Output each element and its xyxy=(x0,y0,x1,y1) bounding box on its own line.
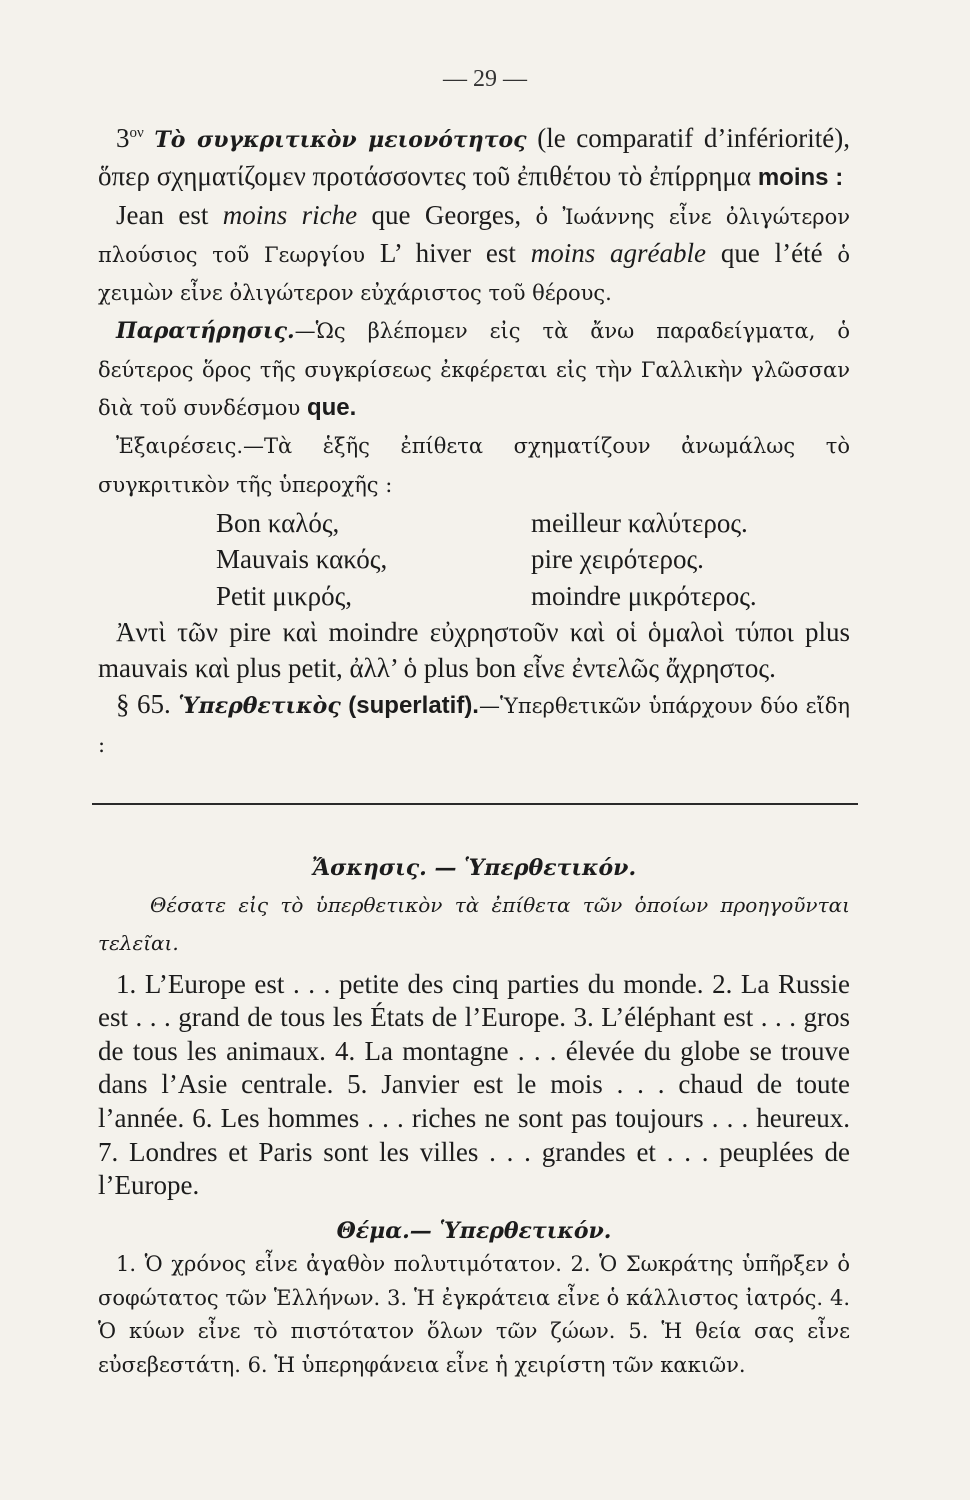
example-2-greek: ὁ χειμὼν εἶνε ὀλιγώτερον εὐχάριστος τοῦ θέρους. xyxy=(98,242,851,306)
exceptions-after-paragraph: Ἀντὶ τῶν pire καὶ moindre εὐχρηστοῦν καὶ οἱ ὁμαλοὶ τύποι plus mauvais καὶ plus petit, ἀλλ’ ὁ plus bon εἶνε ἐντελῶς ἄχρηστος. xyxy=(98,616,850,684)
section-divider xyxy=(92,803,858,805)
example-1-c: que Georges, xyxy=(371,199,522,230)
exercise-heading: Ἄσκησις. — Ὑπερθετικόν. xyxy=(311,855,637,881)
example-2-b: moins agréable xyxy=(530,237,707,268)
pair-left: Mauvais κακός, xyxy=(216,544,388,575)
example-1-a: Jean est xyxy=(116,199,209,230)
pair-right: pire χειρότερος. xyxy=(531,544,704,575)
pair-row xyxy=(98,541,850,577)
section-3-num: 3 xyxy=(116,123,130,153)
section-3-num-sup: ον xyxy=(129,125,144,141)
main-text xyxy=(98,120,850,763)
section-65-paragraph xyxy=(98,686,850,763)
moins-keyword: moins xyxy=(757,164,829,192)
section-3-paragraph xyxy=(98,120,850,197)
section-65-text: —Ὑπερθετικῶν ὑπάρχουν δύο εἴδη : xyxy=(98,694,851,757)
pair-right: moindre μικρότερος. xyxy=(531,580,757,611)
exercise-instruction: Θέσατε εἰς τὸ ὑπερθετικὸν τὰ ἐπίθετα τῶν ὁποίων προηγοῦνται τελεῖαι. xyxy=(98,892,850,955)
pair-row xyxy=(98,578,850,614)
pair-row xyxy=(98,505,850,541)
exercise-block xyxy=(98,852,850,1382)
section-3-desc: (le comparatif d’infériorité), ὅπερ σχηματίζομεν προτάσσοντες τοῦ ἐπιθέτου τὸ ἐπίρρημα xyxy=(98,123,851,192)
theme-heading: Θέμα.— Ὑπερθετικόν. xyxy=(336,1217,612,1244)
superlatif-keyword: (superlatif). xyxy=(348,692,479,720)
pair-left: Bon καλός, xyxy=(216,507,340,538)
section-65-sign: § 65. xyxy=(116,689,171,720)
note-paragraph xyxy=(98,311,850,426)
section-65-title: Ὑπερθετικὸς xyxy=(178,693,341,720)
exercise-body: 1. L’Europe est . . . petite des cinq parties du monde. 2. La Russie est . . . grand de tous les États de l’Europe. 3. L’éléphant est . . . gros de tous les animaux. 4. La montagne . . . élevée du globe se trouve dans l’Asie centrale. 5. Janvier est le mois . . . chaud de toute l’année. 6. Les hommes . . . riches ne sont pas toujours . . . heureux. 7. Londres et Paris sont les villes . . . grandes et . . . peuplées de l’Europe. xyxy=(98,968,850,1201)
pair-left: Petit μικρός, xyxy=(216,580,353,611)
section-3-colon: : xyxy=(835,164,844,192)
example-2-a: L’ hiver est xyxy=(379,237,516,268)
irregular-comparatives xyxy=(98,505,850,614)
pair-right: meilleur καλύτερος. xyxy=(531,507,748,538)
que-keyword: que. xyxy=(306,394,357,422)
example-1-greek: ὁ Ἰωάννης εἶνε ὀλιγώτερον πλούσιος τοῦ Γεωργίου xyxy=(98,204,851,267)
theme-body: 1. Ὁ χρόνος εἶνε ἀγαθὸν πολυτιμότατον. 2. Ὁ Σωκράτης ὑπῆρξεν ὁ σοφώτατος τῶν Ἑλλήνων. 3. Ἡ ἐγκράτεια εἶνε ὁ κάλλιστος ἰατρός. 4. Ὁ κύων εἶνε τὸ πιστότατον ὅλων τῶν ζώων. 5. Ἡ θεία σας εἶνε εὐσεβεστάτη. 6. Ἡ ὑπερηφάνεια εἶνε ἡ χειρίστη τῶν κακιῶν. xyxy=(98,1252,850,1377)
examples-paragraph xyxy=(98,197,850,312)
example-1-b: moins riche xyxy=(222,199,358,230)
exceptions-label: Ἐξαιρέσεις. xyxy=(116,434,244,459)
page-number: — 29 — xyxy=(443,66,527,92)
exceptions-paragraph xyxy=(98,426,850,503)
example-2-c: que l’été xyxy=(720,237,823,268)
section-3-title: Τὸ συγκριτικὸν μειονότητος xyxy=(154,127,527,153)
note-label: Παρατήρησις. xyxy=(116,318,295,345)
note-text: —Ὡς βλέπομεν εἰς τὰ ἄνω παραδείγματα, ὁ δεύτερος ὅρος τῆς συγκρίσεως ἐκφέρεται εἰς τὴν Γαλλικὴν γλῶσσαν διὰ τοῦ συνδέσμου xyxy=(98,319,850,421)
exceptions-text: —Τὰ ἑξῆς ἐπίθετα σχηματίζουν ἀνωμάλως τὸ συγκριτικὸν τῆς ὑπεροχῆς : xyxy=(98,434,850,497)
